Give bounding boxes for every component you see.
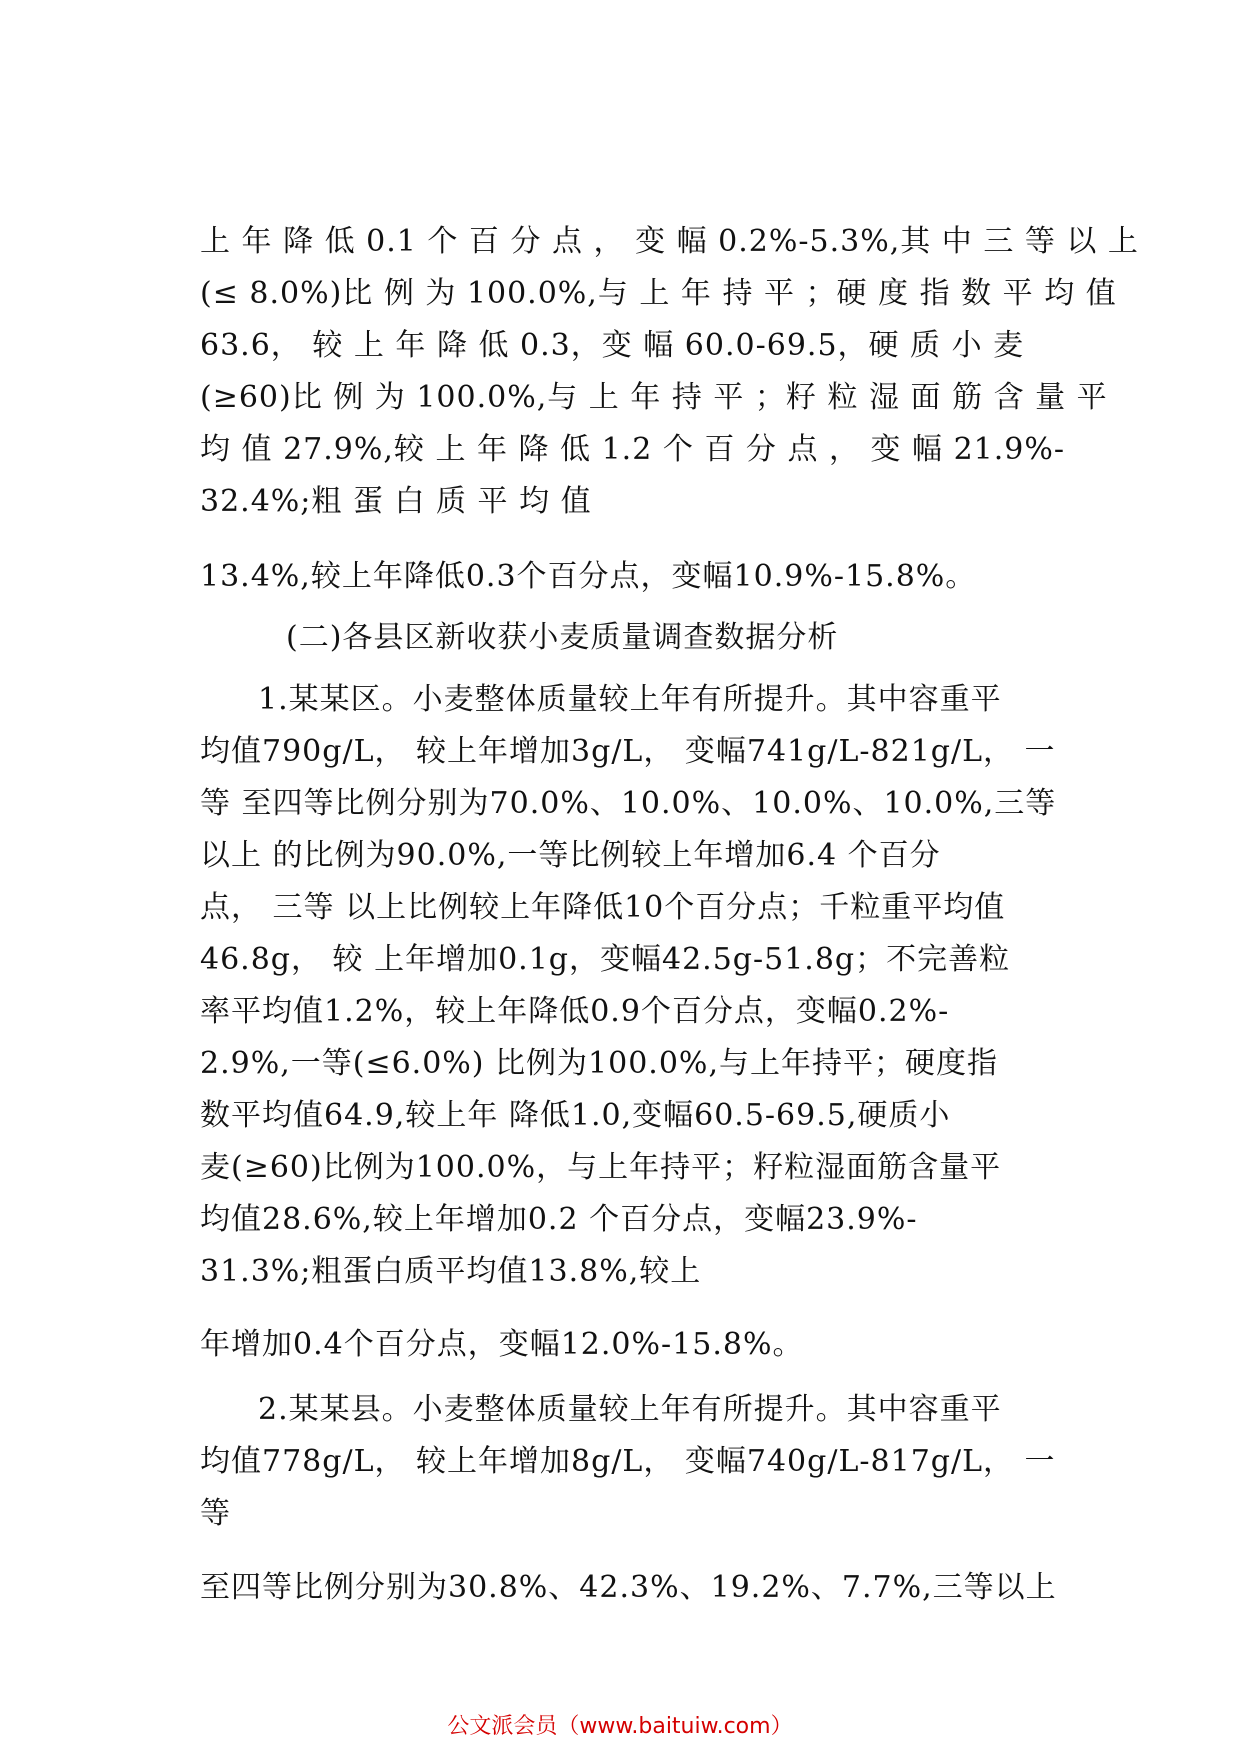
- text-line: 均值778g/L， 较上年增加8g/L， 变幅740g/L-817g/L， 一: [200, 1444, 1056, 1479]
- text-line: 麦(≥60)比例为100.0%，与上年持平；籽粒湿面筋含量平: [200, 1150, 1002, 1185]
- text-line: 63.6， 较 上 年 降 低 0.3，变 幅 60.0-69.5，硬 质 小 麦: [200, 328, 1025, 363]
- text-line: 以上 的比例为90.0%,一等比例较上年增加6.4 个百分: [200, 838, 941, 873]
- footer-watermark: 公文派会员（www.baituiw.com）: [447, 1714, 793, 1739]
- paragraph-start-line: 1.某某区。小麦整体质量较上年有所提升。其中容重平: [258, 682, 1002, 717]
- text-line: 率平均值1.2%，较上年降低0.9个百分点，变幅0.2%-: [200, 994, 950, 1029]
- text-line: 上 年 降 低 0.1 个 百 分 点 ， 变 幅 0.2%-5.3%,其 中 三 等 以 上: [200, 224, 1139, 259]
- text-line: 点， 三等 以上比例较上年降低10个百分点；千粒重平均值: [200, 890, 1006, 925]
- text-line: 等: [200, 1496, 231, 1531]
- text-line: (≤ 8.0%)比 例 为 100.0%,与 上 年 持 平 ；硬 度 指 数 平 均 值: [200, 276, 1117, 311]
- text-line: 31.3%;粗蛋白质平均值13.8%,较上: [200, 1254, 702, 1289]
- text-line: 13.4%,较上年降低0.3个百分点，变幅10.9%-15.8%。: [200, 559, 977, 594]
- text-line: 数平均值64.9,较上年 降低1.0,变幅60.5-69.5,硬质小: [200, 1098, 951, 1133]
- text-line: 2.9%,一等(≤6.0%) 比例为100.0%,与上年持平；硬度指: [200, 1046, 998, 1081]
- text-line: 年增加0.4个百分点，变幅12.0%-15.8%。: [200, 1327, 804, 1362]
- text-line: 均 值 27.9%,较 上 年 降 低 1.2 个 百 分 点 ， 变 幅 21.9%-: [200, 432, 1066, 467]
- text-line: (≥60)比 例 为 100.0%,与 上 年 持 平 ；籽 粒 湿 面 筋 含 量 平: [200, 380, 1108, 415]
- text-line: 等 至四等比例分别为70.0%、10.0%、10.0%、10.0%,三等: [200, 786, 1057, 821]
- text-line: 均值28.6%,较上年增加0.2 个百分点，变幅23.9%-: [200, 1202, 918, 1237]
- text-line: 均值790g/L， 较上年增加3g/L， 变幅741g/L-821g/L， 一: [200, 734, 1056, 769]
- paragraph-start-line: 2.某某县。小麦整体质量较上年有所提升。其中容重平: [258, 1392, 1002, 1427]
- text-line: 32.4%;粗 蛋 白 质 平 均 值: [200, 484, 592, 519]
- text-line: 46.8g， 较 上年增加0.1g，变幅42.5g-51.8g；不完善粒: [200, 942, 1011, 977]
- section-heading: (二)各县区新收获小麦质量调查数据分析: [286, 620, 839, 655]
- text-line: 至四等比例分别为30.8%、42.3%、19.2%、7.7%,三等以上: [200, 1570, 1057, 1605]
